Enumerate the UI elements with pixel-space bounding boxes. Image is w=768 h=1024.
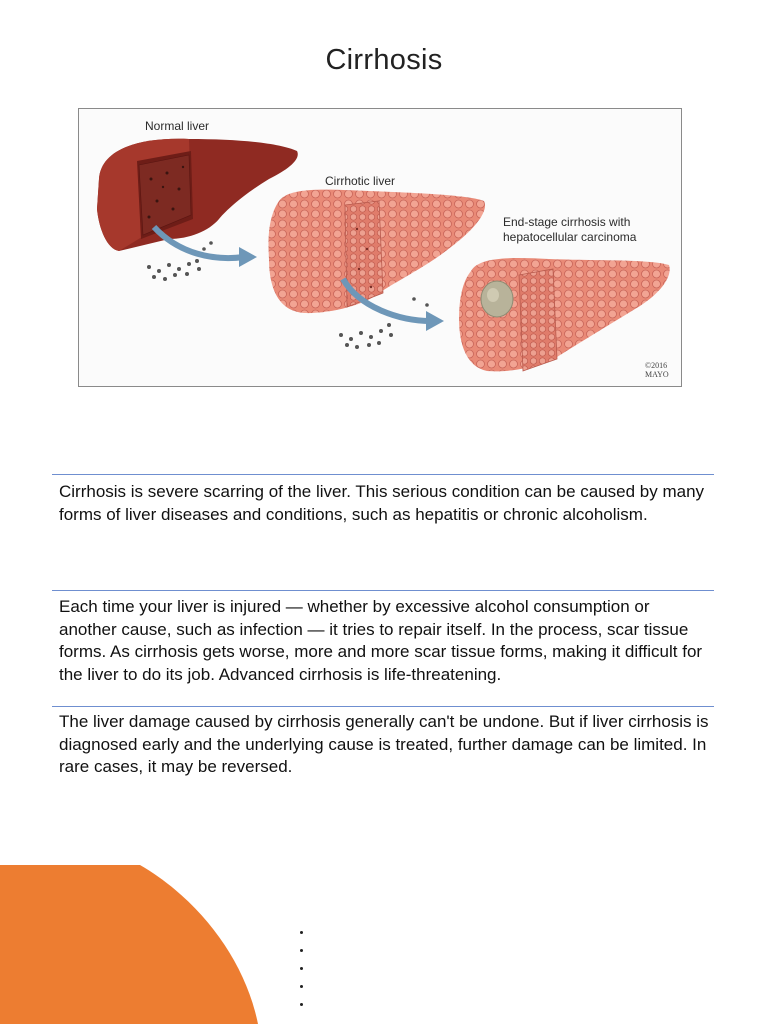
arrow-2-head <box>426 311 444 331</box>
copyright <box>645 361 669 379</box>
label-end-stage-line2: hepatocellular carcinoma <box>503 230 637 244</box>
dot-2 <box>300 949 303 952</box>
normal-liver <box>97 139 298 251</box>
dot-5 <box>300 1003 303 1006</box>
label-cirrhotic-liver: Cirrhotic liver <box>325 174 396 188</box>
decorative-orange-shape <box>0 865 260 1024</box>
bullet-dots <box>300 931 303 1021</box>
divider-1 <box>52 474 714 475</box>
divider-3 <box>52 706 714 707</box>
dot-1 <box>300 931 303 934</box>
liver-illustration <box>78 108 682 387</box>
orange-shape-drawing <box>0 865 260 1024</box>
paragraph-3: The liver damage caused by cirrhosis generally can't be undone. But if liver cirrhosis is diagnosed early and the underlying cause is treated, further damage can be limited. In rare cases, it may be reversed. <box>59 712 709 776</box>
liver-drawing <box>79 109 682 387</box>
label-end-stage <box>503 215 636 245</box>
divider-2 <box>52 590 714 591</box>
label-normal-liver: Normal liver <box>145 119 210 133</box>
end-stage-liver <box>459 258 670 371</box>
dot-3 <box>300 967 303 970</box>
page-title: Cirrhosis <box>325 44 443 76</box>
paragraph-1: Cirrhosis is severe scarring of the liver. This serious condition can be caused by many forms of liver diseases and conditions, such as hepatitis or chronic alcoholism. <box>59 482 705 524</box>
arrow-1-head <box>239 247 257 267</box>
cirrhotic-liver <box>268 190 485 313</box>
copyright-year: ©2016 <box>645 361 668 370</box>
copyright-owner: MAYO <box>645 370 669 379</box>
paragraph-2: Each time your liver is injured — whether by excessive alcohol consumption or another cause, such as infection — it tries to repair itself. In the process, scar tissue forms. As cirrhosis gets worse, more and more scar tissue forms, making it difficult for the liver to do its job. Advanced cirrhosis is life-threatening. <box>59 597 703 684</box>
label-end-stage-line1: End-stage cirrhosis with <box>503 215 631 229</box>
dot-4 <box>300 985 303 988</box>
